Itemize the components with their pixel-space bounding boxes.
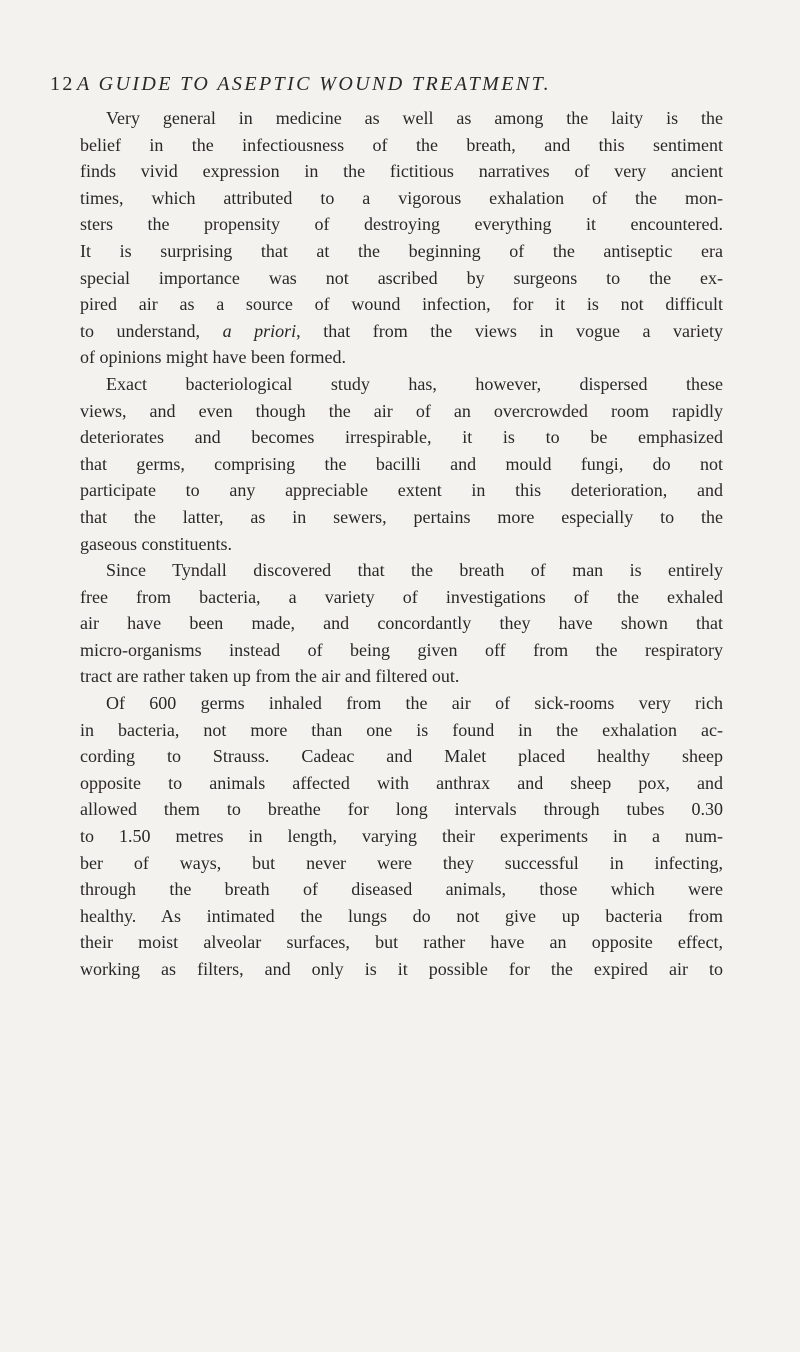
text-line: micro-organisms instead of being given off from the respiratory: [80, 639, 723, 660]
text-line: participate to any appreciable extent in this deterioration, and: [80, 480, 723, 501]
text-line: that the latter, as in sewers, pertains more especially to the: [80, 506, 723, 527]
text-line: Exact bacteriological study has, however, dispersed these: [106, 373, 723, 394]
running-head: [50, 64, 750, 104]
text-line: opposite to animals affected with anthrax and sheep pox, and: [80, 772, 723, 793]
text-line: deteriorates and becomes irrespirable, it is to be emphasized: [80, 427, 723, 448]
text-line: finds vivid expression in the fictitious narratives of very ancient: [80, 161, 723, 182]
text-line: belief in the infectiousness of the breath, and this sentiment: [80, 134, 723, 155]
text-line: tract are rather taken up from the air and filtered out.: [80, 666, 460, 687]
text-line: allowed them to breathe for long intervals through tubes 0.30: [80, 799, 723, 820]
text-line: gaseous constituents.: [80, 533, 232, 554]
text-line: through the breath of diseased animals, those which were: [80, 879, 723, 900]
text-line: special importance was not ascribed by surgeons to the ex-: [80, 267, 723, 288]
paragraph-1: [80, 105, 723, 371]
text-line: working as filters, and only is it possible for the expired air to: [80, 959, 723, 979]
paragraph-3: [80, 557, 723, 690]
text-line: sters the propensity of destroying everything it encountered.: [80, 214, 723, 235]
text-line: of opinions might have been formed.: [80, 347, 346, 368]
text-line: to 1.50 metres in length, varying their experiments in a num-: [80, 826, 723, 847]
text-line: cording to Strauss. Cadeac and Malet placed healthy sheep: [80, 746, 723, 767]
text-line: air have been made, and concordantly they have shown that: [80, 613, 723, 634]
text-line: ber of ways, but never were they successful in infecting,: [80, 852, 723, 873]
text-line: Of 600 germs inhaled from the air of sick-rooms very rich: [106, 693, 723, 714]
text-line: Since Tyndall discovered that the breath of man is entirely: [106, 560, 723, 581]
text-line: their moist alveolar surfaces, but rather have an opposite effect,: [80, 932, 723, 953]
text-line: times, which attributed to a vigorous exhalation of the mon-: [80, 187, 723, 208]
text-line: healthy. As intimated the lungs do not give up bacteria from: [80, 905, 723, 926]
text-line: Very general in medicine as well as among the laity is the: [106, 108, 723, 128]
running-title: A GUIDE TO ASEPTIC WOUND TREATMENT.: [77, 73, 552, 95]
text-line: that germs, comprising the bacilli and mould fungi, do not: [80, 453, 723, 474]
text-line: It is surprising that at the beginning of the antiseptic era: [80, 240, 723, 261]
text-line: to understand, a priori, that from the views in vogue a variety: [80, 320, 724, 341]
body-text: [80, 105, 723, 983]
paragraph-2: [80, 371, 723, 557]
page-number: 12: [50, 73, 75, 95]
paragraph-4: [80, 690, 723, 983]
text-line: pired air as a source of wound infection, for it is not difficult: [80, 294, 723, 315]
text-line: in bacteria, not more than one is found in the exhalation ac-: [80, 719, 723, 740]
text-line: views, and even though the air of an overcrowded room rapidly: [80, 400, 723, 421]
text-line: free from bacteria, a variety of investigations of the exhaled: [80, 586, 723, 607]
